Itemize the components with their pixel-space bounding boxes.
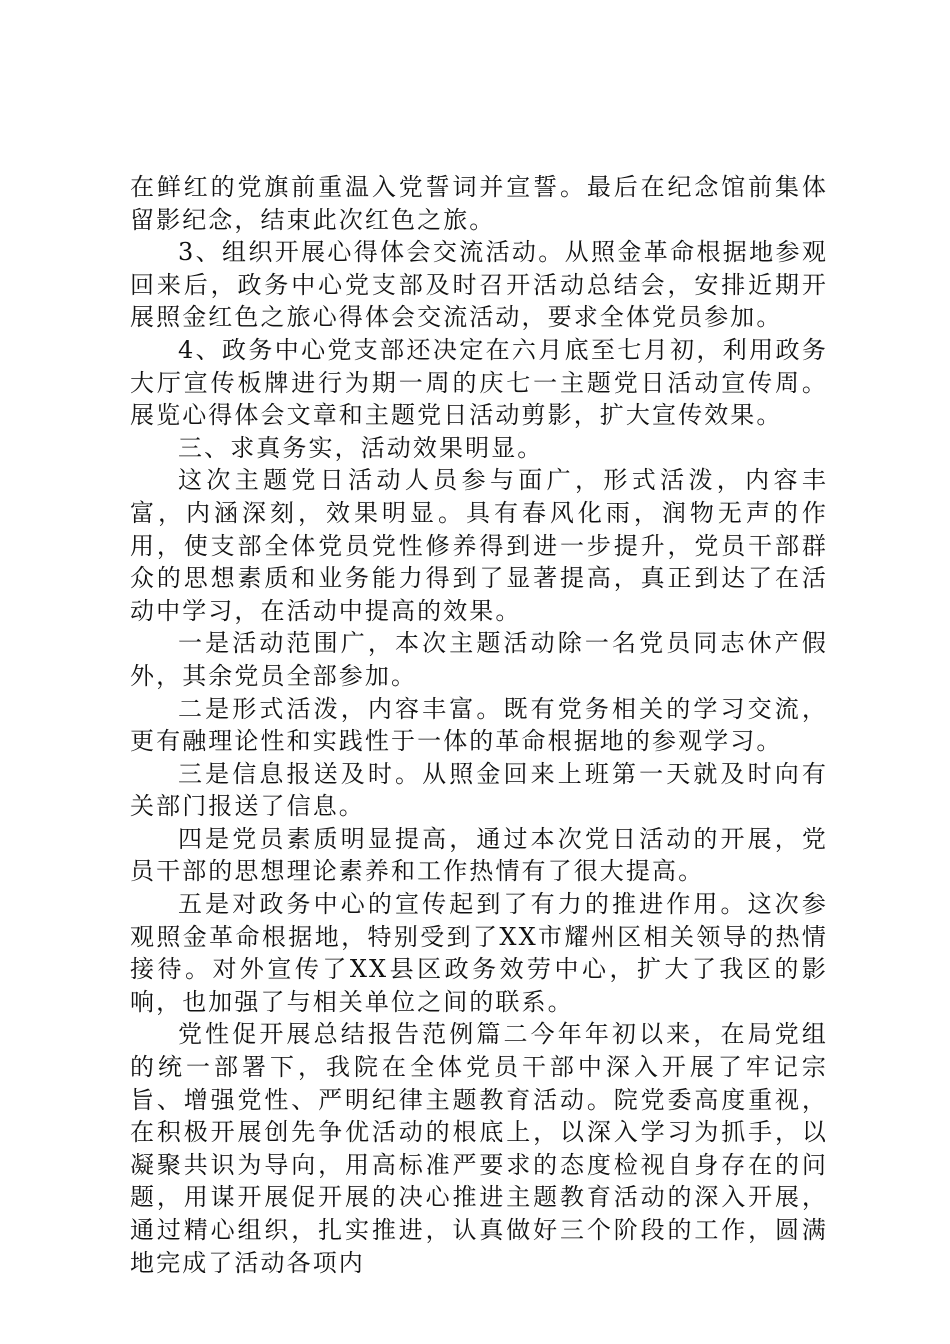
section-heading: 三、求真务实，活动效果明显。 xyxy=(178,433,544,462)
paragraph-8: 三是信息报送及时。从照金回来上班第一天就及时向有关部门报送了信息。 xyxy=(130,759,828,821)
paragraph-11: 党性促开展总结报告范例篇二今年年初以来，在局党组的统一部署下，我院在全体党员干部中深入开展了牢记宗旨、增强党性、严明纪律主题教育活动。院党委高度重视，在积极开展创先争优活动的根底上，以深入学习为抓手，以凝聚共识为导向，用高标准严要求的态度检视自身存在的问题，用谋开展促开展的决心推进主题教育活动的深入开展，通过精心组织，扎实推进，认真做好三个阶段的工作，圆满地完成了活动各项内 xyxy=(130,1020,828,1277)
paragraph-10: 五是对政务中心的宣传起到了有力的推进作用。这次参观照金革命根据地，特别受到了XX市耀州区相关领导的热情接待。对外宣传了XX县区政务效劳中心，扩大了我区的影响，也加强了与相关单位之间的联系。 xyxy=(130,890,828,1016)
paragraph-9: 四是党员素质明显提高，通过本次党日活动的开展，党员干部的思想理论素养和工作热情有了很大提高。 xyxy=(130,824,828,886)
paragraph-7: 二是形式活泼，内容丰富。既有党务相关的学习交流，更有融理论性和实践性于一体的革命根据地的参观学习。 xyxy=(130,694,828,756)
paragraph-2: 3、组织开展心得体会交流活动。从照金革命根据地参观回来后，政务中心党支部及时召开活动总结会，安排近期开展照金红色之旅心得体会交流活动，要求全体党员参加。 xyxy=(130,238,828,332)
paragraph-6: 一是活动范围广，本次主题活动除一名党员同志休产假外，其余党员全部参加。 xyxy=(130,629,828,690)
paragraph-5: 这次主题党日活动人员参与面广，形式活泼，内容丰富，内涵深刻，效果明显。具有春风化雨，润物无声的作用，使支部全体党员党性修养得到进一步提升，党员干部群众的思想素质和业务能力得到了显著提高，真正到达了在活动中学习，在活动中提高的效果。 xyxy=(130,466,828,625)
document-page xyxy=(130,171,828,1279)
paragraph-3: 4、政务中心党支部还决定在六月底至七月初，利用政务大厅宣传板牌进行为期一周的庆七一主题党日活动宣传周。展览心得体会文章和主题党日活动剪影，扩大宣传效果。 xyxy=(130,335,828,430)
paragraph-1: 在鲜红的党旗前重温入党誓词并宣誓。最后在纪念馆前集体留影纪念，结束此次红色之旅。 xyxy=(130,173,828,234)
